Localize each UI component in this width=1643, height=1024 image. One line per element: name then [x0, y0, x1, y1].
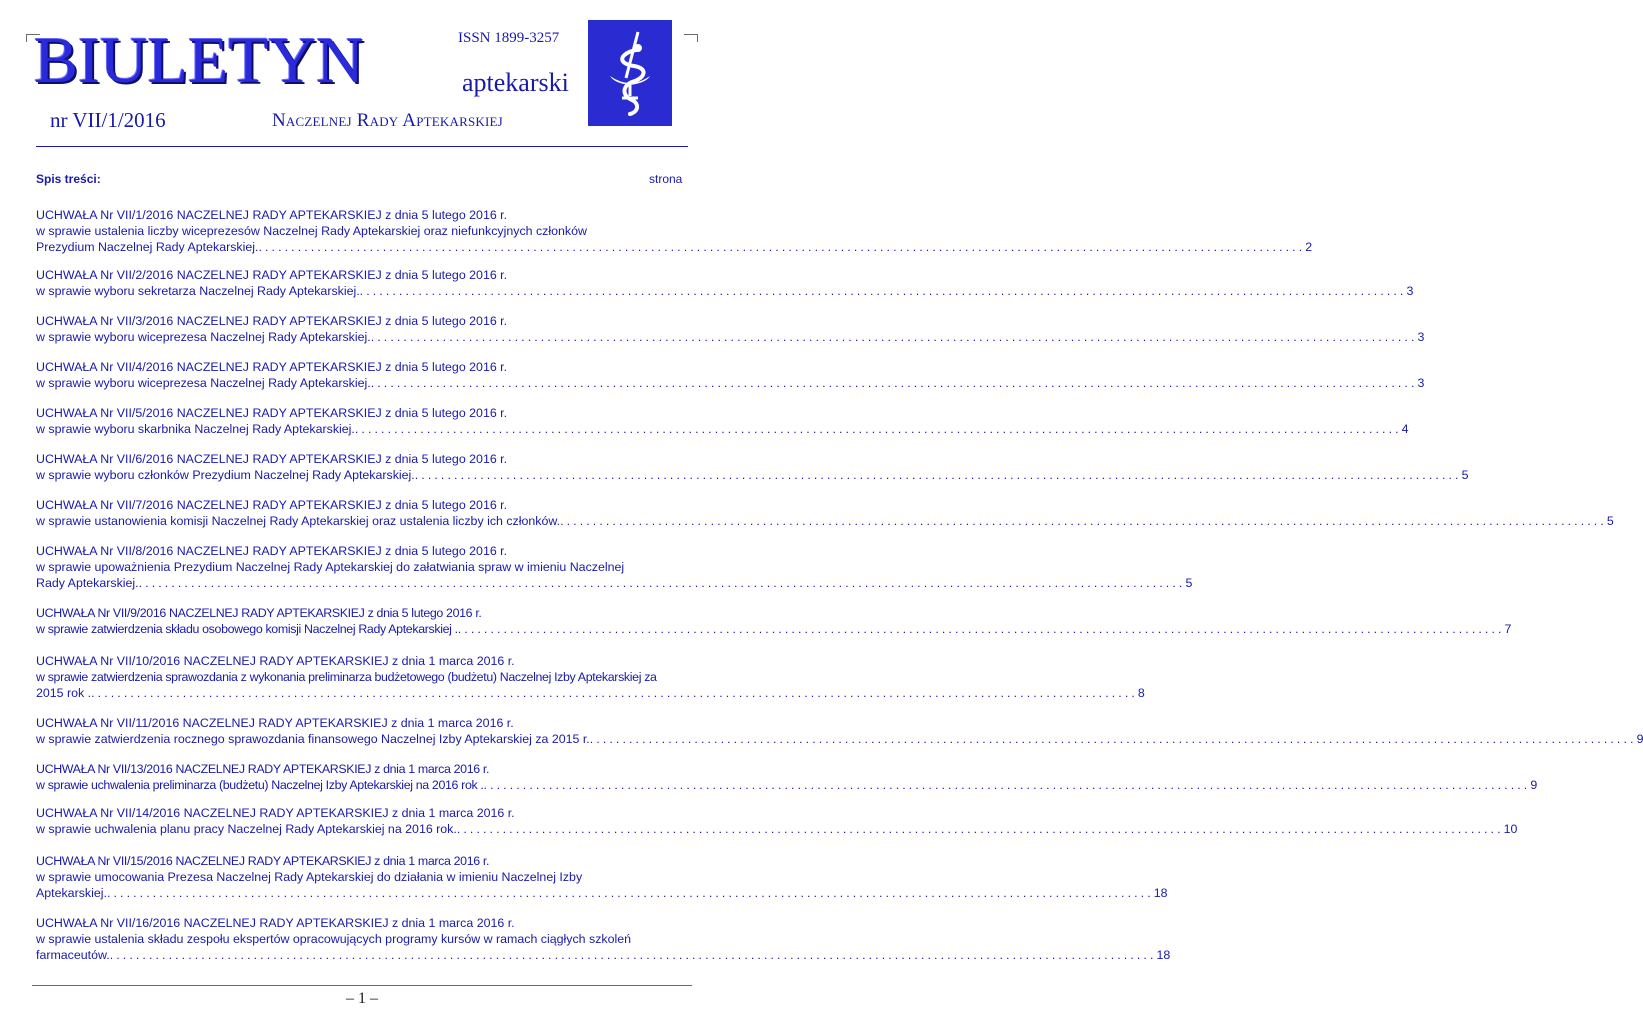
toc-page-column-label: strona	[649, 172, 683, 186]
dot-leader: ................................................................................................................................................................	[370, 329, 1418, 344]
toc-entry-title: UCHWAŁA Nr VII/16/2016 NACZELNEJ RADY APTEKARSKIEJ z dnia 1 marca 2016 r.	[36, 916, 515, 930]
toc-page-number: 18	[1153, 885, 1168, 900]
toc-entry-subject: w sprawie wyboru wiceprezesa Naczelnej Rady Aptekarskiej.	[36, 329, 371, 344]
toc-entry-title: UCHWAŁA Nr VII/14/2016 NACZELNEJ RADY APTEKARSKIEJ z dnia 1 marca 2016 r.	[36, 806, 515, 820]
dot-leader: ................................................................................................................................................................	[560, 513, 1607, 528]
toc-entry[interactable]	[36, 916, 1171, 963]
toc-page-number: 7	[1504, 621, 1512, 636]
toc-entry-title: UCHWAŁA Nr VII/15/2016 NACZELNEJ RADY APTEKARSKIEJ z dnia 1 marca 2016 r.	[36, 854, 490, 868]
toc-entry-title: UCHWAŁA Nr VII/9/2016 NACZELNEJ RADY APTEKARSKIEJ z dnia 5 lutego 2016 r.	[36, 606, 482, 620]
dot-leader: ................................................................................................................................................................	[414, 467, 1462, 482]
toc-entry[interactable]	[36, 854, 1168, 901]
toc-page-number: 5	[1461, 467, 1469, 482]
dot-leader: ................................................................................................................................................................	[457, 621, 1505, 636]
frame-gap	[20, 42, 32, 986]
toc-entry-subject: Aptekarskiej.	[36, 885, 107, 900]
toc-entry-subject: w sprawie wyboru sekretarza Naczelnej Rady Aptekarskiej.	[36, 283, 360, 298]
issn-number: ISSN 1899-3257	[458, 30, 560, 46]
issue-number: nr VII/1/2016	[50, 108, 166, 132]
toc-page-number: 9	[1636, 731, 1643, 746]
toc-entry-subject: w sprawie zatwierdzenia sprawozdania z wykonania preliminarza budżetowego (budżetu) Naczelnej Izby Aptekarskiej za	[36, 669, 657, 684]
toc-entry-title: UCHWAŁA Nr VII/3/2016 NACZELNEJ RADY APTEKARSKIEJ z dnia 5 lutego 2016 r.	[36, 314, 508, 328]
toc-entry[interactable]	[36, 498, 1614, 530]
toc-entry-subject: farmaceutów.	[36, 947, 110, 962]
toc-entry-subject: w sprawie ustalenia liczby wiceprezesów Naczelnej Rady Aptekarskiej oraz niefunkcyjnych członków	[36, 223, 587, 238]
dot-leader: ................................................................................................................................................................	[483, 777, 1531, 792]
toc-entry-title: UCHWAŁA Nr VII/2/2016 NACZELNEJ RADY APTEKARSKIEJ z dnia 5 lutego 2016 r.	[36, 268, 508, 282]
dot-leader: ................................................................................................................................................................	[370, 375, 1418, 390]
toc-entry-title: UCHWAŁA Nr VII/8/2016 NACZELNEJ RADY APTEKARSKIEJ z dnia 5 lutego 2016 r.	[36, 544, 508, 558]
toc-entry-subject: w sprawie ustanowienia komisji Naczelnej Rady Aptekarskiej oraz ustalenia liczby ich członków.	[36, 513, 561, 528]
toc-entry-title: UCHWAŁA Nr VII/6/2016 NACZELNEJ RADY APTEKARSKIEJ z dnia 5 lutego 2016 r.	[36, 452, 508, 466]
dot-leader: ................................................................................................................................................................	[589, 731, 1637, 746]
toc-entry-subject: w sprawie umocowania Prezesa Naczelnej Rady Aptekarskiej do działania w imieniu Naczelnej Izby	[36, 869, 583, 884]
toc-entry-subject: w sprawie wyboru członków Prezydium Naczelnej Rady Aptekarskiej.	[36, 467, 415, 482]
dot-leader: ................................................................................................................................................................	[354, 421, 1402, 436]
toc-entry-title: UCHWAŁA Nr VII/7/2016 NACZELNEJ RADY APTEKARSKIEJ z dnia 5 lutego 2016 r.	[36, 498, 508, 512]
toc-entry[interactable]	[36, 716, 1643, 748]
bulletin-subtitle: aptekarski	[462, 68, 569, 97]
header-divider	[36, 146, 688, 147]
toc-page-number: 2	[1305, 239, 1313, 254]
toc-entry-title: UCHWAŁA Nr VII/10/2016 NACZELNEJ RADY APTEKARSKIEJ z dnia 1 marca 2016 r.	[36, 654, 515, 668]
toc-entry[interactable]	[36, 544, 1193, 591]
toc-entry-title: UCHWAŁA Nr VII/1/2016 NACZELNEJ RADY APTEKARSKIEJ z dnia 5 lutego 2016 r.	[36, 208, 508, 222]
toc-page-number: 4	[1401, 421, 1409, 436]
toc-heading: Spis treści:	[36, 172, 101, 186]
toc-entry-title: UCHWAŁA Nr VII/13/2016 NACZELNEJ RADY APTEKARSKIEJ z dnia 1 marca 2016 r.	[36, 762, 490, 776]
toc-entry-subject: w sprawie zatwierdzenia składu osobowego komisji Naczelnej Rady Aptekarskiej .	[36, 621, 458, 636]
toc-entry-title: UCHWAŁA Nr VII/5/2016 NACZELNEJ RADY APTEKARSKIEJ z dnia 5 lutego 2016 r.	[36, 406, 508, 420]
toc-entry-subject: w sprawie uchwalenia preliminarza (budżetu) Naczelnej Izby Aptekarskiej na 2016 rok .	[36, 777, 484, 792]
toc-entry-subject: w sprawie uchwalenia planu pracy Naczelnej Rady Aptekarskiej na 2016 rok.	[36, 821, 457, 836]
toc-entry[interactable]	[36, 314, 1425, 346]
toc-entry-subject: Prezydium Naczelnej Rady Aptekarskiej.	[36, 239, 259, 254]
bulletin-title: BIULETYN	[34, 24, 364, 97]
toc-page-number: 3	[1417, 375, 1425, 390]
toc-entry[interactable]	[36, 360, 1425, 392]
toc-entry-subject: 2015 rok .	[36, 685, 92, 700]
toc-entry[interactable]	[36, 208, 1313, 255]
toc-entry-subject: w sprawie ustalenia składu zespołu ekspertów opracowujących programy kursów w ramach ciągłych szkoleń	[36, 931, 632, 946]
toc-entry[interactable]	[36, 268, 1414, 300]
dot-leader: ................................................................................................................................................................	[138, 575, 1186, 590]
toc-entry[interactable]	[36, 762, 1537, 794]
toc-page-number: 5	[1606, 513, 1614, 528]
bowl-of-hygieia-icon	[588, 20, 672, 126]
dot-leader: ................................................................................................................................................................	[456, 821, 1504, 836]
toc-entry[interactable]	[36, 406, 1409, 438]
toc-page-number: 8	[1137, 685, 1145, 700]
toc-page-number: 3	[1406, 283, 1414, 298]
toc-entry[interactable]	[36, 452, 1469, 484]
toc-entry-title: UCHWAŁA Nr VII/11/2016 NACZELNEJ RADY APTEKARSKIEJ z dnia 1 marca 2016 r.	[36, 716, 514, 730]
toc-entry-subject: w sprawie wyboru skarbnika Naczelnej Rady Aptekarskiej.	[36, 421, 355, 436]
toc-page-number: 9	[1530, 777, 1537, 792]
page-number: – 1 –	[346, 990, 378, 1007]
toc-page-number: 10	[1503, 821, 1518, 836]
publisher-name: Naczelnej Rady Aptekarskiej	[272, 110, 503, 131]
dot-leader: ................................................................................................................................................................	[106, 885, 1154, 900]
toc-entry-subject: Rady Aptekarskiej.	[36, 575, 139, 590]
toc-entry[interactable]	[36, 606, 1512, 638]
toc-entry-subject: w sprawie zatwierdzenia rocznego sprawozdania finansowego Naczelnej Izby Aptekarskiej za 2015 r.	[36, 731, 590, 746]
dot-leader: ................................................................................................................................................................	[109, 947, 1157, 962]
toc-entry-title: UCHWAŁA Nr VII/4/2016 NACZELNEJ RADY APTEKARSKIEJ z dnia 5 lutego 2016 r.	[36, 360, 508, 374]
dot-leader: ................................................................................................................................................................	[91, 685, 1138, 700]
toc-page-number: 18	[1156, 947, 1171, 962]
toc-entry-subject: w sprawie wyboru wiceprezesa Naczelnej Rady Aptekarskiej.	[36, 375, 371, 390]
dot-leader: ................................................................................................................................................................	[258, 239, 1306, 254]
toc-entry-subject: w sprawie upoważnienia Prezydium Naczelnej Rady Aptekarskiej do załatwiania spraw w imieniu Naczelnej	[36, 559, 625, 574]
dot-leader: ................................................................................................................................................................	[359, 283, 1407, 298]
toc-page-number: 5	[1185, 575, 1193, 590]
toc-entry[interactable]	[36, 654, 1145, 701]
toc-entry[interactable]	[36, 806, 1518, 838]
toc-page-number: 3	[1417, 329, 1425, 344]
